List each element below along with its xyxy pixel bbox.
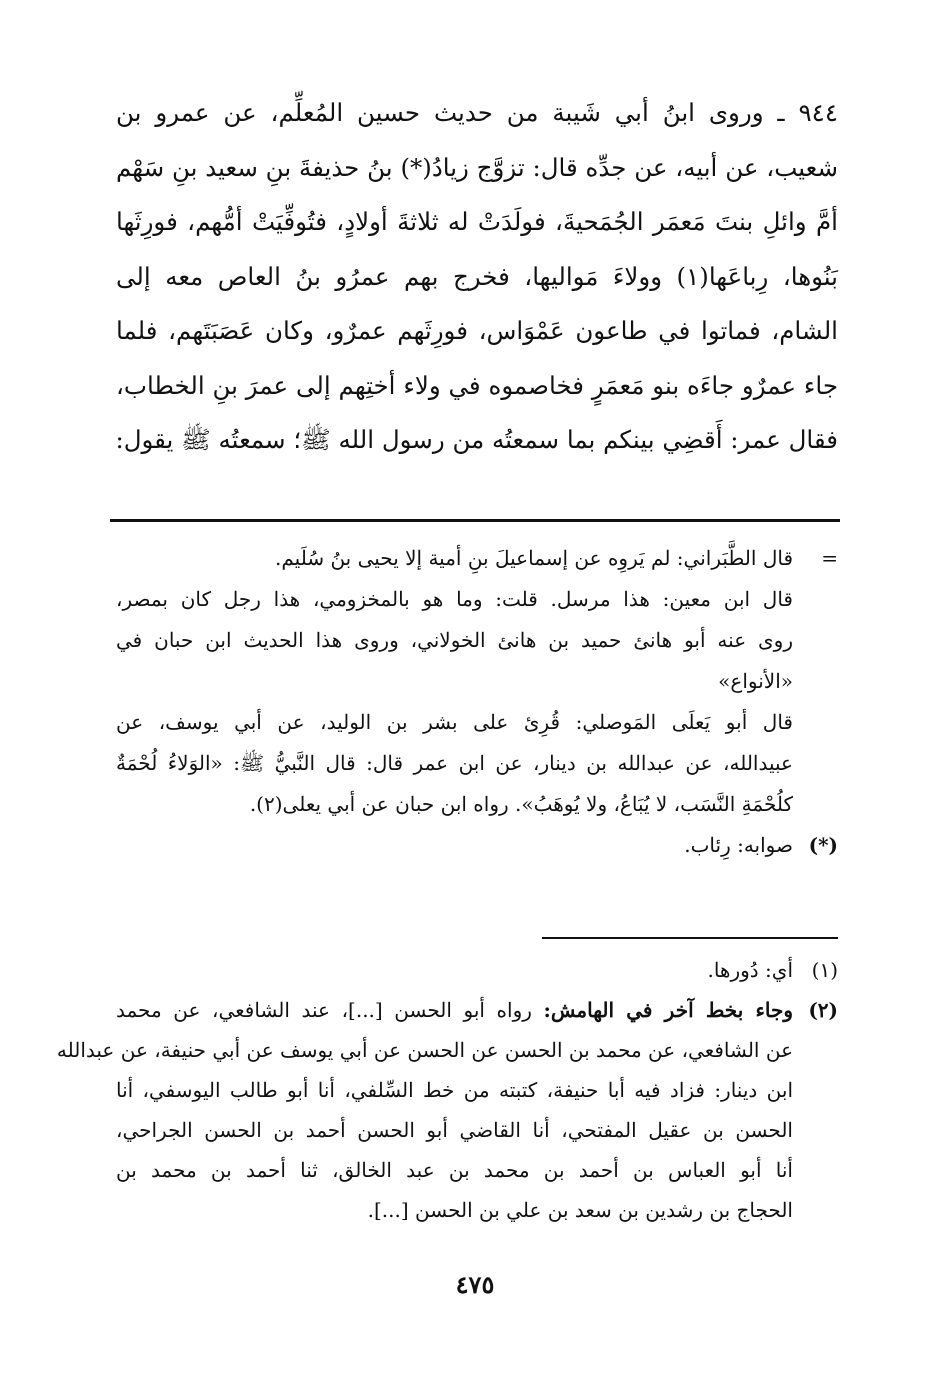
main-line: فقال عمر: أَقضِي بينكم بما سمعتُه من رسول الله ﷺ؛ سمعتُه ﷺ يقول:: [115, 425, 838, 454]
footnote-row: عن الشافعي، عن محمد بن الحسن عن الحسن عن أبي يوسف عن أبي حنيفة، عن عبدالله: [56, 1038, 793, 1062]
main-line: الشام، فماتوا في طاعون عَمْوَاس، فورِثَهم عمرٌو، وكان عَصَبَتَهم، فلما: [116, 316, 838, 345]
footnote-bold-text: وجاء بخط آخر في الهامش:: [543, 998, 793, 1022]
note-row: عبيدالله، عن عبدالله بن دينار، عن ابن عمر قال: قال النَّبيُّ ﷺ: «الوَلاءُ لُحْمَةٌ: [116, 751, 793, 775]
commentary-notes: [116, 538, 838, 866]
note-row: قال أبو يَعلَى المَوصلي: قُرِئ على بشر بن الوليد، عن أبي يوسف، عن: [116, 710, 793, 734]
note-row: قال ابن معين: هذا مرسل. قلت: وما هو بالمخزومي، هذا رجل كان بمصر،: [116, 587, 793, 611]
footnote-row: ابن دينار: فزاد فيه أبا حنيفة، كتبته من خط السِّلفي، أنا أبو طالب اليوسفي، أنا: [116, 1078, 793, 1102]
star-marker: (*): [808, 833, 838, 857]
footnote-number: (٢): [808, 998, 838, 1022]
page-number: ٤٧٥: [455, 1270, 495, 1299]
footnote-divider: [542, 937, 838, 939]
main-line: بَنُوها، رِباعَها(١) وولاءَ مَواليها، فخرج بهم عمرُو بنُ العاص معه إلى: [116, 261, 838, 291]
footnote-row: أنا أبو العباس بن أحمد بن محمد بن عبد الخالق، ثنا أحمد بن محمد بن: [116, 1158, 793, 1182]
main-line: شعيب، عن أبيه، عن جدِّه قال: تزوَّج زيادُ(*) بنُ حذيفةَ بنِ سعيد بنِ سَهْم: [116, 152, 838, 182]
footnote-row: الحجاج بن رشدين بن سعد بن علي بن الحسن [...].: [367, 1198, 793, 1222]
main-divider: [110, 519, 840, 522]
footnote-row: [116, 950, 838, 990]
note-text: قال الطَّبَراني: لم يَروِه عن إسماعيلَ بنِ أمية إلا يحيى بنُ سُلَيم.: [275, 546, 793, 570]
footnotes: [56, 950, 838, 1230]
continuation-marker: =: [821, 546, 838, 570]
note-row: كلُحْمَةِ النَّسَب، لا يُبَاعُ، ولا يُوهَبُ». رواه ابن حبان عن أبي يعلى(٢).: [249, 792, 793, 816]
main-hadith-text: [116, 86, 838, 468]
main-line: جاء عمرٌو جاءَه بنو مَعمَرٍ فخاصموه في ولاء أختِهم إلى عمرَ بنِ الخطاب،: [116, 370, 838, 400]
footnote-row: [116, 990, 838, 1030]
note-text: صوابه: رِئاب.: [684, 833, 793, 857]
footnote-row: الحسن بن عقيل المفتحي، أنا القاضي أبو الحسن أحمد بن الحسن الجراحي،: [116, 1118, 793, 1142]
note-row: روى عنه أبو هانئ حميد بن هانئ الخولاني، وروى هذا الحديث ابن حبان في: [116, 628, 793, 652]
note-row: [116, 538, 838, 579]
note-row: «الأنواع»: [718, 669, 793, 693]
main-line: ٩٤٤ ـ وروى ابنُ أبي شَيبة من حديث حسين المُعلِّم، عن عمرو بن: [116, 98, 838, 127]
note-row: [116, 825, 838, 866]
footnote-text: أي: دُورها.: [707, 958, 793, 982]
main-line: أمَّ وائلِ بنتَ مَعمَر الجُمَحيةَ، فولَدَتْ له ثلاثةَ أولادٍ، فتُوفِّيَتْ أمُّهم، فورِثَها: [116, 207, 838, 236]
footnote-number: (١): [811, 958, 838, 982]
footnote-text: رواه أبو الحسن [...]، عند الشافعي، عن محمد: [116, 998, 544, 1022]
